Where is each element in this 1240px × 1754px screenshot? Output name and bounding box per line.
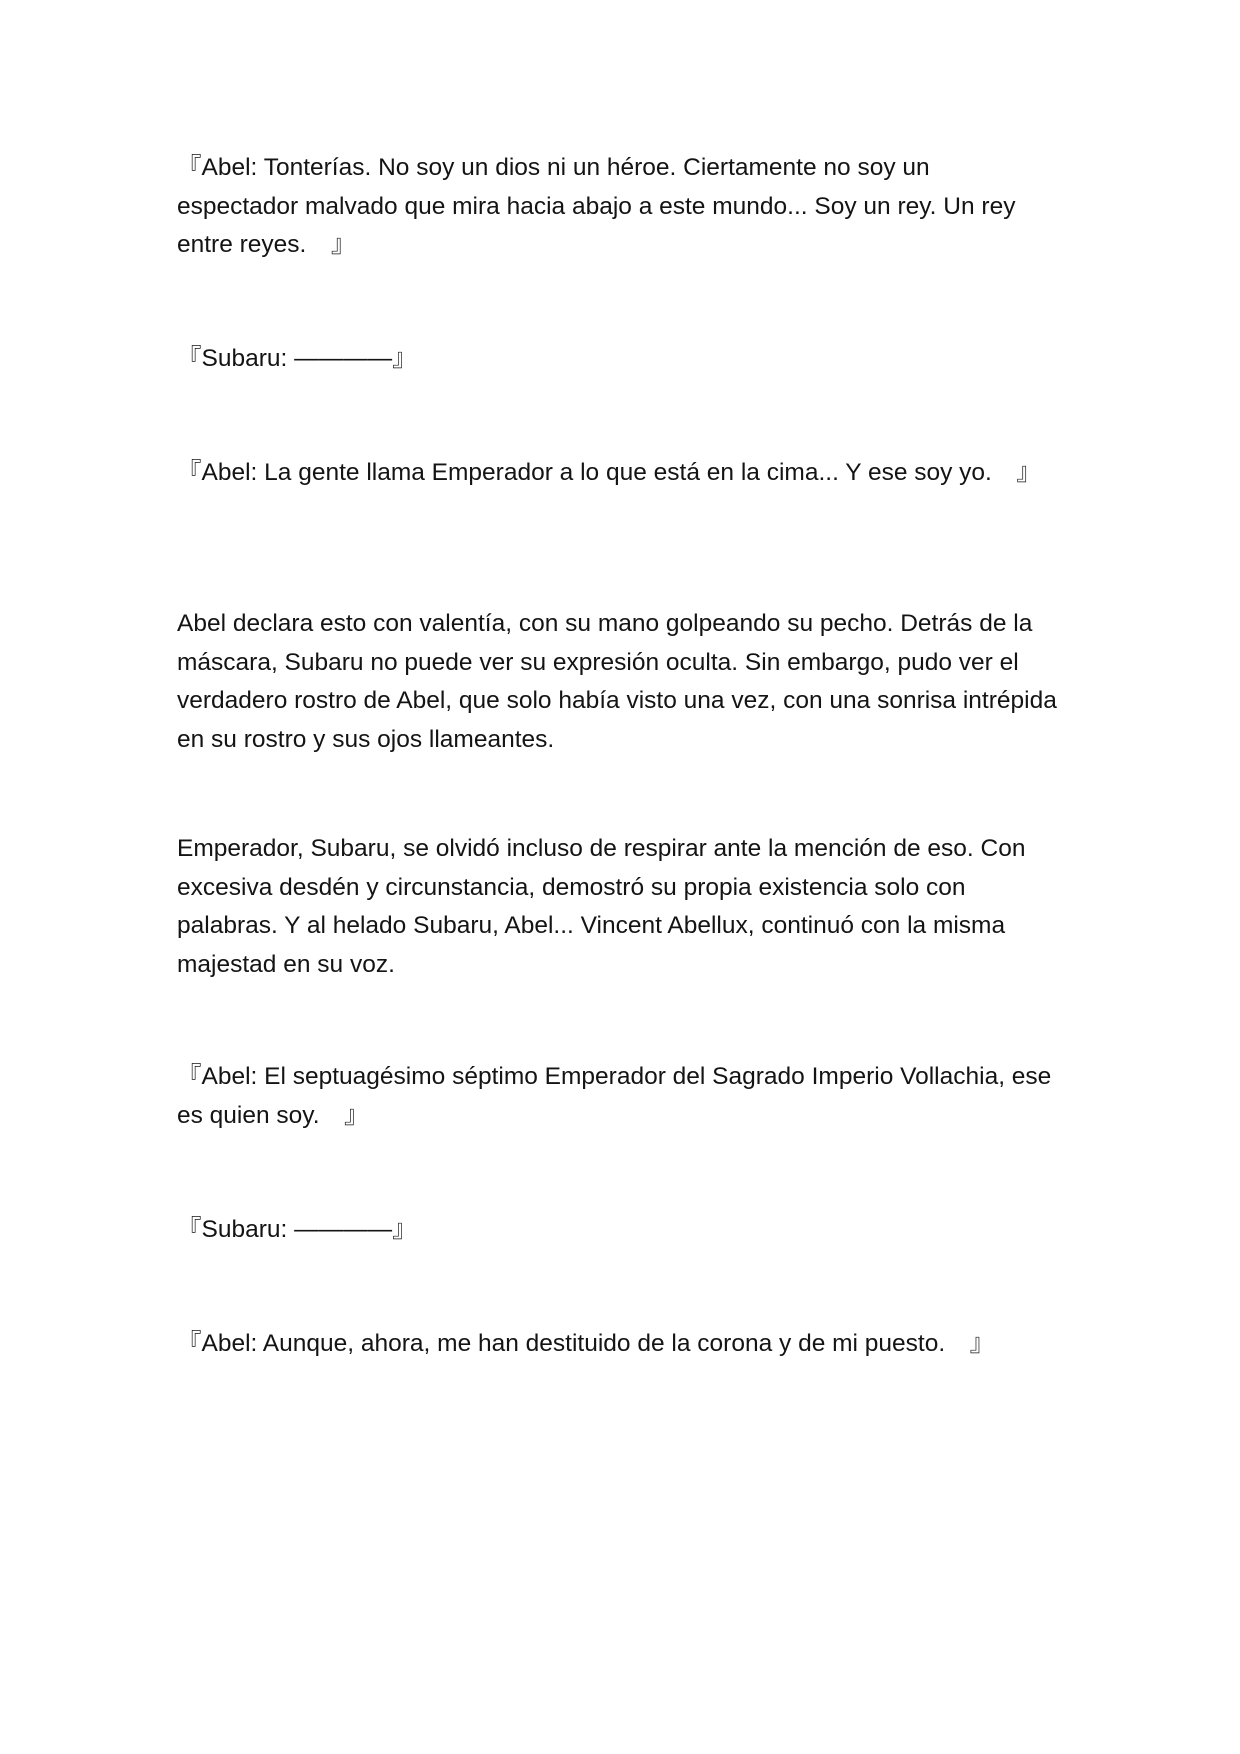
- dialogue-paragraph: 『Subaru: ――――』: [177, 345, 417, 372]
- dialogue-paragraph: 『Subaru: ――――』: [177, 1216, 417, 1243]
- dialogue-paragraph: 『Abel: Tonterías. No soy un dios ni un héroe. Ciertamente no soy un espectador malvado que mira hacia abajo a este mundo... Soy un rey. Un rey entre reyes. 』: [177, 154, 1016, 259]
- dialogue-paragraph: 『Abel: El septuagésimo séptimo Emperador del Sagrado Imperio Vollachia, ese es quien soy. 』: [177, 1063, 1052, 1129]
- narration-paragraph: Emperador, Subaru, se olvidó incluso de respirar ante la mención de eso. Con excesiva desdén y circunstancia, demostró su propia existencia solo con palabras. Y al helado Subaru, Abel... Vincent Abellux, continuó con la misma majestad en su voz.: [177, 835, 1026, 978]
- narration-paragraph: Abel declara esto con valentía, con su mano golpeando su pecho. Detrás de la máscara, Subaru no puede ver su expresión oculta. Sin embargo, pudo ver el verdadero rostro de Abel, que solo había visto una vez, con una sonrisa intrépida en su rostro y sus ojos llameantes.: [177, 610, 1057, 753]
- dialogue-paragraph: 『Abel: Aunque, ahora, me han destituido de la corona y de mi puesto. 』: [177, 1330, 995, 1357]
- dialogue-paragraph: 『Abel: La gente llama Emperador a lo que está en la cima... Y ese soy yo. 』: [177, 459, 1041, 486]
